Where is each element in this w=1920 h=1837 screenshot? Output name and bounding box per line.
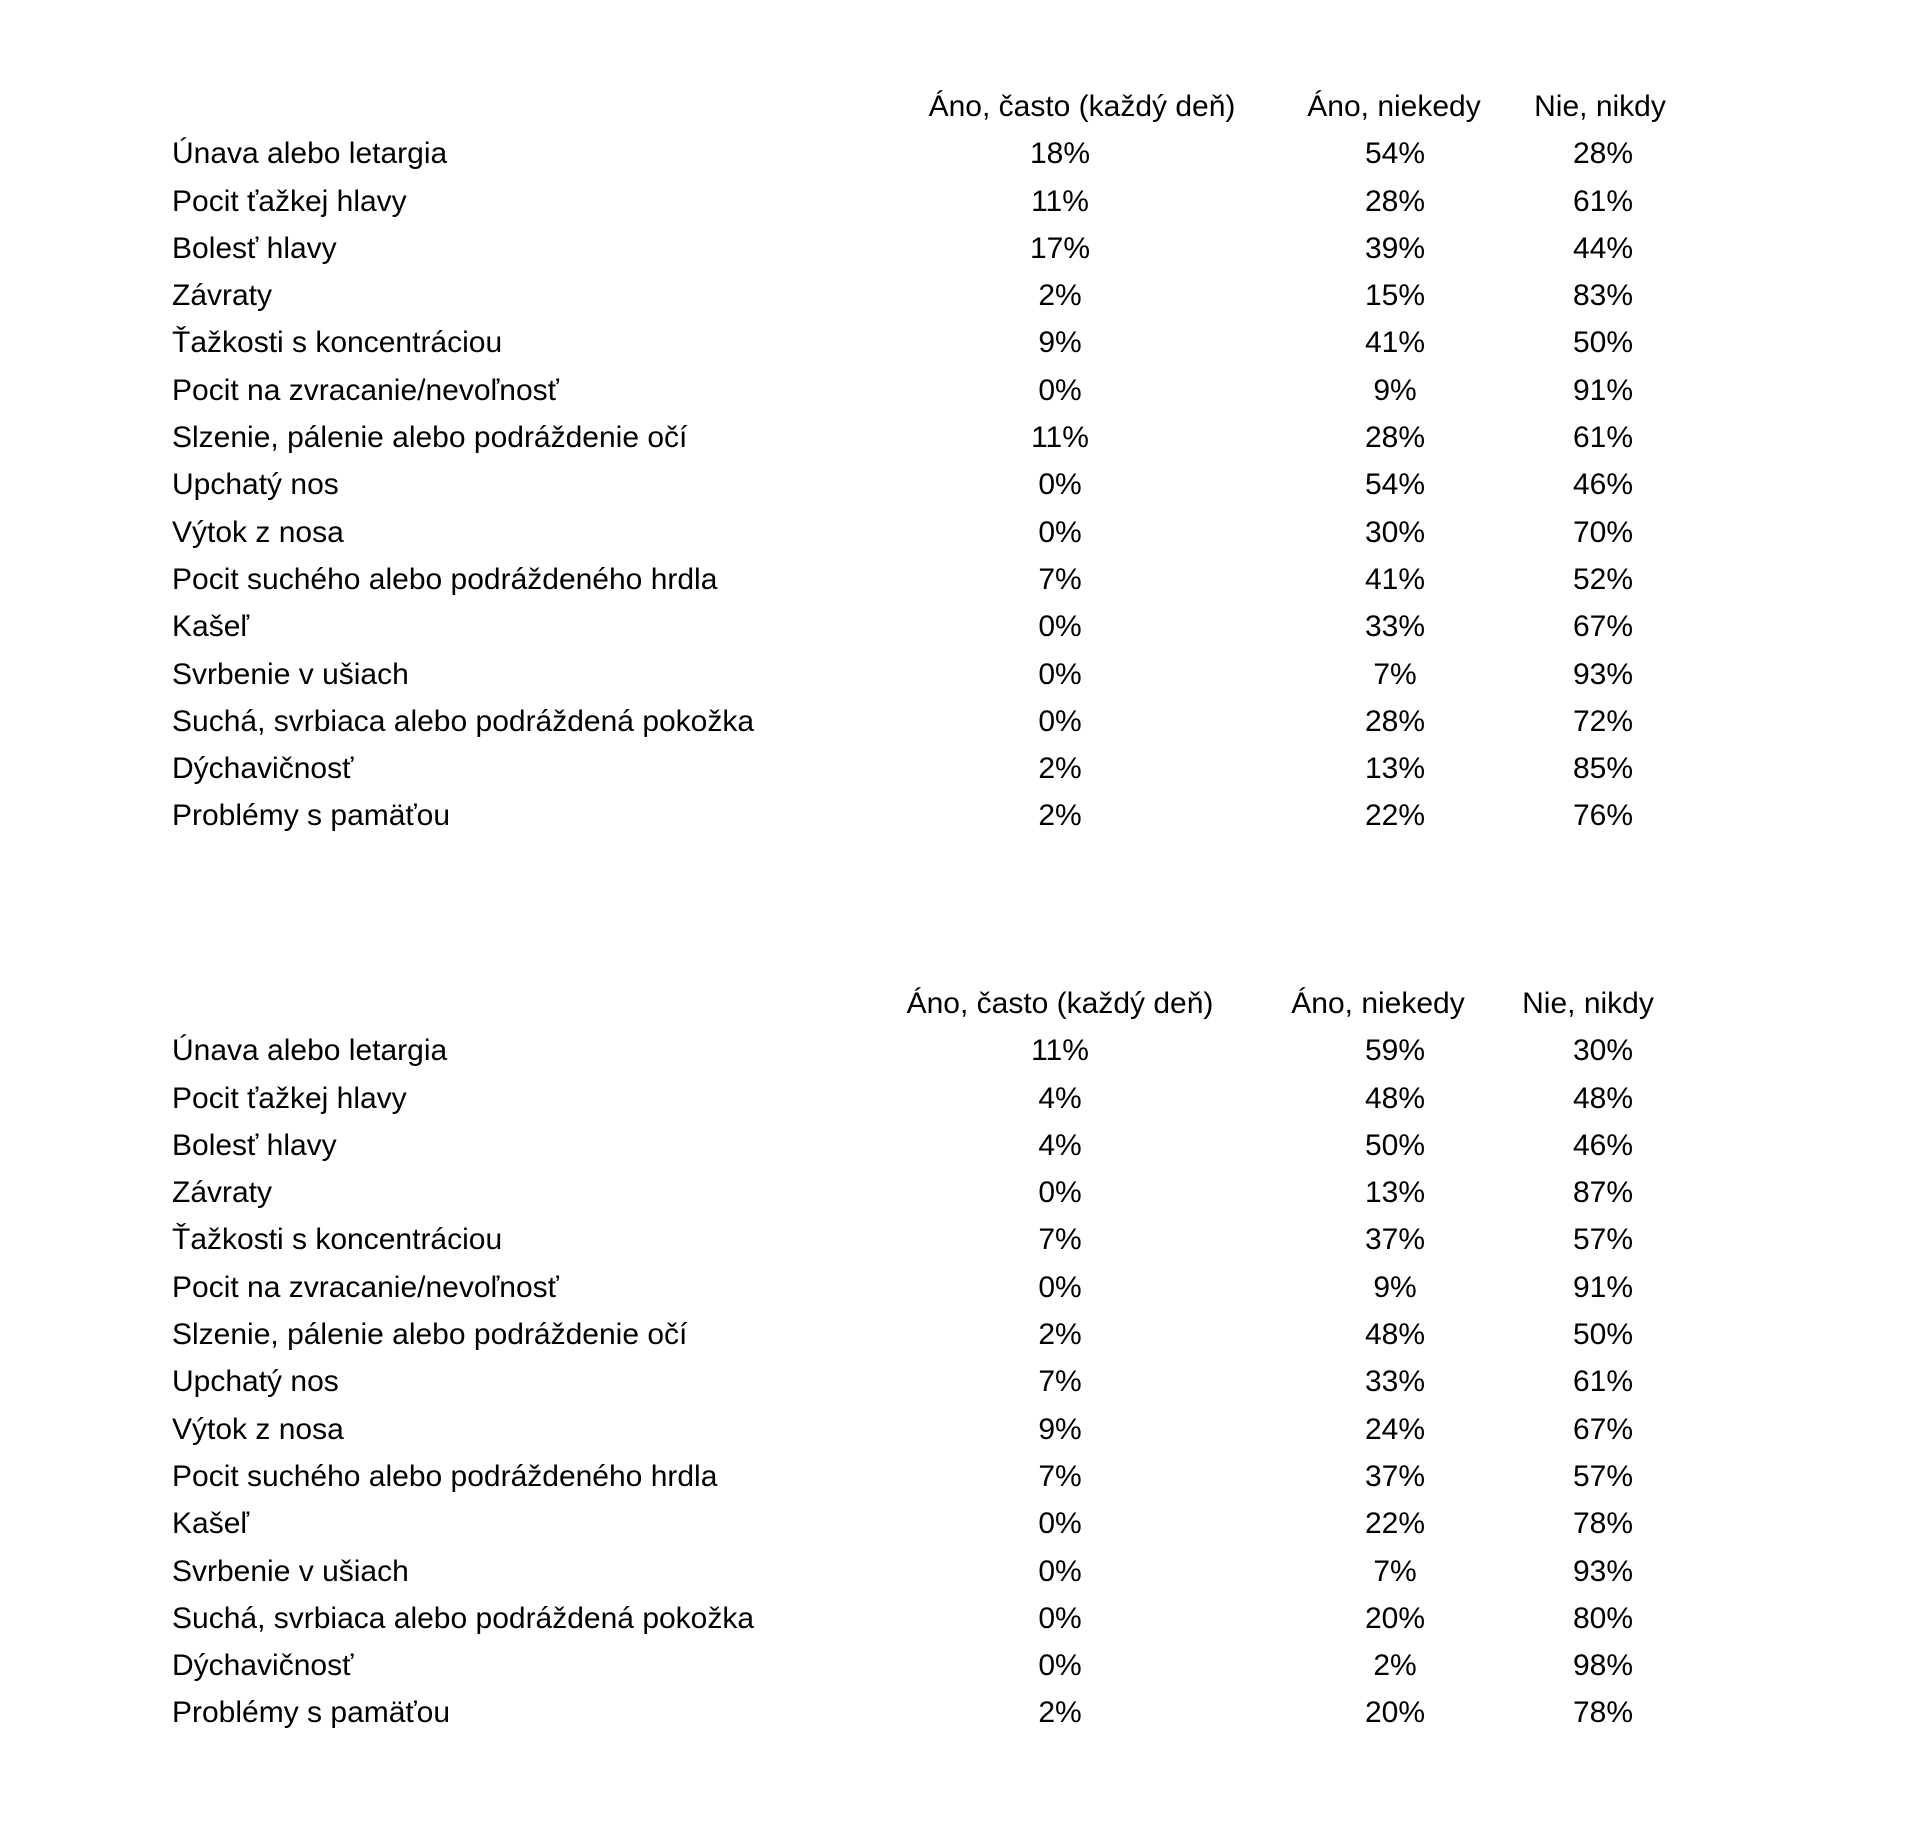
symptom-label: Výtok z nosa	[172, 1412, 344, 1446]
table-row: Ťažkosti s koncentráciou 9% 41% 50%	[0, 319, 1920, 366]
symptom-label: Únava alebo letargia	[172, 137, 448, 171]
table-row: Suchá, svrbiaca alebo podráždená pokožka 0% 20% 80%	[0, 1595, 1920, 1642]
table-row: Pocit ťažkej hlavy 4% 48% 48%	[0, 1075, 1920, 1122]
table-row: Pocit suchého alebo podráždeného hrdla 7% 41% 52%	[0, 556, 1920, 603]
symptom-label: Bolesť hlavy	[172, 1128, 337, 1162]
symptom-label: Upchatý nos	[172, 468, 339, 502]
table-row: Dýchavičnosť 2% 13% 85%	[0, 745, 1920, 792]
symptom-label: Slzenie, pálenie alebo podráždenie očí	[172, 1318, 688, 1352]
symptom-label: Suchá, svrbiaca alebo podráždená pokožka	[172, 704, 755, 738]
symptom-label: Svrbenie v ušiach	[172, 1554, 409, 1588]
symptom-label: Slzenie, pálenie alebo podráždenie očí	[172, 421, 688, 455]
table-row: Únava alebo letargia 11% 59% 30%	[0, 1027, 1920, 1074]
symptom-label: Suchá, svrbiaca alebo podráždená pokožka	[172, 1601, 755, 1635]
table-header-row: Áno, často (každý deň) Áno, niekedy Nie, nikdy	[928, 90, 1666, 123]
symptom-label: Problémy s pamäťou	[172, 1696, 451, 1730]
table-row: Problémy s pamäťou 2% 20% 78%	[0, 1689, 1920, 1736]
table-row: Bolesť hlavy 17% 39% 44%	[0, 225, 1920, 272]
table-row: Upchatý nos 0% 54% 46%	[0, 461, 1920, 508]
table-header-row: Áno, často (každý deň) Áno, niekedy Nie, nikdy	[906, 987, 1654, 1020]
symptom-label: Pocit na zvracanie/nevoľnosť	[172, 373, 559, 407]
symptom-label: Dýchavičnosť	[172, 752, 354, 786]
symptom-label: Výtok z nosa	[172, 515, 344, 549]
table-row: Bolesť hlavy 4% 50% 46%	[0, 1122, 1920, 1169]
symptom-label: Pocit ťažkej hlavy	[172, 1081, 407, 1115]
table-row: Pocit na zvracanie/nevoľnosť 0% 9% 91%	[0, 1264, 1920, 1311]
symptom-label: Závraty	[172, 1176, 273, 1210]
symptom-label: Svrbenie v ušiach	[172, 657, 409, 691]
symptom-label: Únava alebo letargia	[172, 1034, 448, 1068]
symptom-label: Pocit suchého alebo podráždeného hrdla	[172, 1459, 718, 1493]
table-row: Suchá, svrbiaca alebo podráždená pokožka 0% 28% 72%	[0, 698, 1920, 745]
symptom-label: Kašeľ	[172, 1507, 250, 1541]
symptom-label: Pocit suchého alebo podráždeného hrdla	[172, 562, 718, 596]
table-row: Pocit na zvracanie/nevoľnosť 0% 9% 91%	[0, 367, 1920, 414]
symptom-label: Ťažkosti s koncentráciou	[172, 326, 503, 360]
table-row: Výtok z nosa 0% 30% 70%	[0, 509, 1920, 556]
symptom-label: Dýchavičnosť	[172, 1649, 354, 1683]
table-row: Slzenie, pálenie alebo podráždenie očí 2% 48% 50%	[0, 1311, 1920, 1358]
table-row: Pocit suchého alebo podráždeného hrdla 7% 37% 57%	[0, 1453, 1920, 1500]
symptom-label: Závraty	[172, 279, 273, 313]
symptom-table-1	[0, 83, 1920, 840]
table-row: Ťažkosti s koncentráciou 7% 37% 57%	[0, 1216, 1920, 1263]
table-row: Svrbenie v ušiach 0% 7% 93%	[0, 1548, 1920, 1595]
table-row: Únava alebo letargia 18% 54% 28%	[0, 130, 1920, 177]
table-row: Kašeľ 0% 22% 78%	[0, 1500, 1920, 1547]
symptom-label: Upchatý nos	[172, 1365, 339, 1399]
symptom-label: Kašeľ	[172, 610, 250, 644]
symptom-label: Pocit na zvracanie/nevoľnosť	[172, 1270, 559, 1304]
table-row: Upchatý nos 7% 33% 61%	[0, 1358, 1920, 1405]
table-row: Slzenie, pálenie alebo podráždenie očí 11% 28% 61%	[0, 414, 1920, 461]
table-row: Výtok z nosa 9% 24% 67%	[0, 1406, 1920, 1453]
table-row: Svrbenie v ušiach 0% 7% 93%	[0, 651, 1920, 698]
symptom-label: Bolesť hlavy	[172, 231, 337, 265]
symptom-label: Problémy s pamäťou	[172, 799, 451, 833]
table-row: Problémy s pamäťou 2% 22% 76%	[0, 792, 1920, 839]
table-row: Pocit ťažkej hlavy 11% 28% 61%	[0, 178, 1920, 225]
table-row: Závraty 0% 13% 87%	[0, 1169, 1920, 1216]
table-row: Dýchavičnosť 0% 2% 98%	[0, 1642, 1920, 1689]
table-row: Kašeľ 0% 33% 67%	[0, 603, 1920, 650]
symptom-label: Pocit ťažkej hlavy	[172, 184, 407, 218]
symptom-label: Ťažkosti s koncentráciou	[172, 1223, 503, 1257]
symptom-table-2	[0, 980, 1920, 1737]
table-row: Závraty 2% 15% 83%	[0, 272, 1920, 319]
